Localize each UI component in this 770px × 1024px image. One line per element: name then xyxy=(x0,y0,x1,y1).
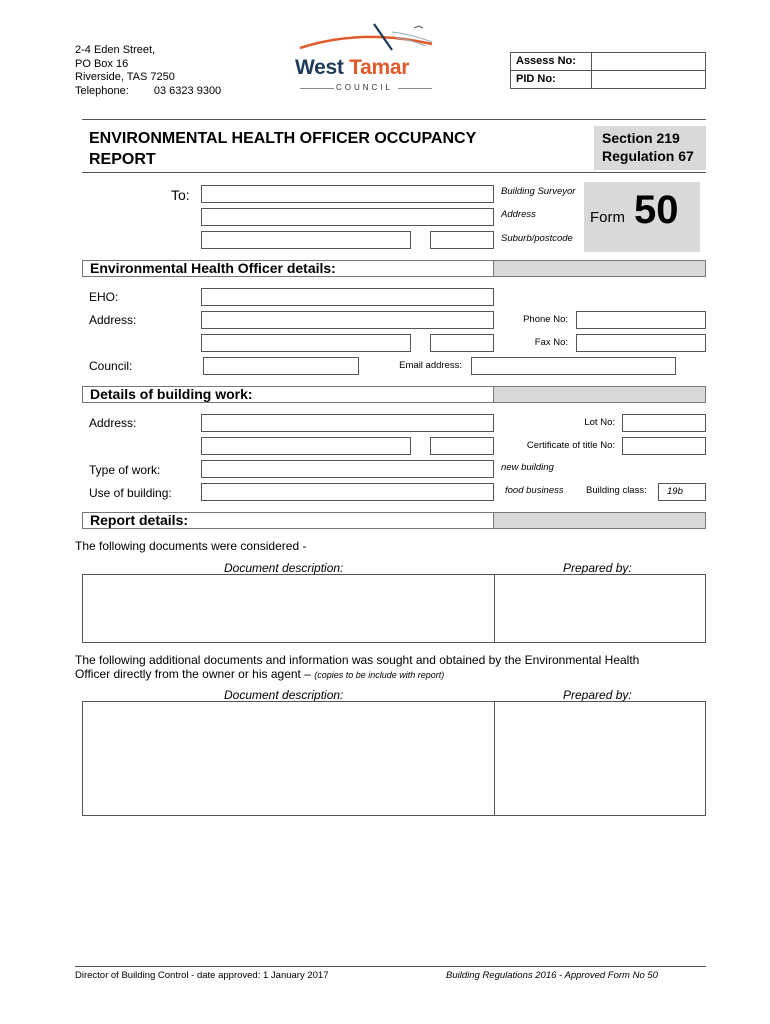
assess-no-label: Assess No: xyxy=(516,55,576,67)
section-number: Section 219 xyxy=(602,130,680,146)
eho-address-label: Address: xyxy=(89,313,137,327)
building-class-field[interactable] xyxy=(658,483,706,501)
logo-council: COUNCIL xyxy=(336,83,394,92)
eho-address-field-2[interactable] xyxy=(201,334,411,352)
council-address-block xyxy=(75,44,221,98)
form-number-badge xyxy=(584,182,700,252)
logo-rule-right xyxy=(398,88,432,89)
building-section-bar xyxy=(82,386,706,403)
to-label: To: xyxy=(171,187,190,203)
to-surveyor-field[interactable] xyxy=(201,185,494,203)
section-badge xyxy=(594,126,706,170)
report-section-heading: Report details: xyxy=(90,512,189,528)
type-of-work-hint: new building xyxy=(501,462,554,473)
footer-right-text: Building Regulations 2016 - Approved Form No 50 xyxy=(446,970,658,981)
doc-description-header: Document description: xyxy=(224,561,344,575)
eho-email-label: Email address: xyxy=(399,360,462,371)
regulation-number: Regulation 67 xyxy=(602,148,694,164)
documents-table[interactable] xyxy=(82,574,706,643)
documents-considered-text: The following documents were considered - xyxy=(75,539,307,553)
eho-phone-field[interactable] xyxy=(576,311,706,329)
eho-council-field[interactable] xyxy=(203,357,359,375)
pid-no-label: PID No: xyxy=(516,73,556,85)
eho-fax-label: Fax No: xyxy=(534,337,568,348)
additional-note: (copies to be include with report) xyxy=(314,670,445,680)
lot-no-field[interactable] xyxy=(622,414,706,432)
telephone-label: Telephone: xyxy=(75,84,129,97)
prepared-by-header: Prepared by: xyxy=(563,561,632,575)
additional-documents-text xyxy=(75,653,715,682)
eho-fax-field[interactable] xyxy=(576,334,706,352)
logo-word-west: West xyxy=(295,56,344,79)
telephone-number: 03 6323 9300 xyxy=(153,84,222,97)
eho-label: EHO: xyxy=(89,290,119,304)
prepared-by-header-2: Prepared by: xyxy=(563,688,632,702)
doc-description-header-2: Document description: xyxy=(224,688,344,702)
additional-line-2: Officer directly from the owner or his agent – xyxy=(75,667,311,681)
address-line-3: Riverside, TAS 7250 xyxy=(75,71,175,83)
type-of-work-field[interactable] xyxy=(201,460,494,478)
to-surveyor-hint: Building Surveyor xyxy=(501,186,576,197)
west-tamar-logo xyxy=(292,20,442,96)
reference-table xyxy=(510,52,706,89)
logo-word-tamar: Tamar xyxy=(349,56,410,79)
report-section-bar xyxy=(82,512,706,529)
to-address-hint: Address xyxy=(501,209,536,220)
title-bottom-rule xyxy=(82,172,706,173)
assess-no-field[interactable] xyxy=(592,53,705,70)
use-of-building-label: Use of building: xyxy=(89,486,172,500)
logo-swoosh-icon xyxy=(292,20,442,60)
page-title xyxy=(89,128,476,170)
page-title-line-1: ENVIRONMENTAL HEALTH OFFICER OCCUPANCY xyxy=(89,130,477,147)
logo-rule-left xyxy=(300,88,334,89)
form-label: Form xyxy=(590,209,625,226)
certificate-title-field[interactable] xyxy=(622,437,706,455)
footer-left-text: Director of Building Control - date approved: 1 January 2017 xyxy=(75,970,329,981)
building-class-value: 19b xyxy=(667,486,683,497)
building-address-label: Address: xyxy=(89,416,137,430)
pid-no-field[interactable] xyxy=(592,71,705,88)
certificate-title-label: Certificate of title No: xyxy=(526,440,615,451)
to-postcode-field[interactable] xyxy=(430,231,494,249)
address-line-2: PO Box 16 xyxy=(75,57,129,70)
title-top-rule xyxy=(82,119,706,120)
building-section-heading: Details of building work: xyxy=(90,386,253,402)
eho-email-field[interactable] xyxy=(471,357,676,375)
use-of-building-hint: food business xyxy=(505,485,564,496)
page-title-line-2: REPORT xyxy=(89,151,156,168)
eho-council-label: Council: xyxy=(89,359,133,373)
to-suburb-hint: Suburb/postcode xyxy=(501,233,573,244)
address-line-1: 2-4 Eden Street, xyxy=(75,44,156,56)
additional-line-2-row xyxy=(75,667,715,682)
type-of-work-label: Type of work: xyxy=(89,463,161,477)
form-number: 50 xyxy=(634,188,679,232)
building-address-field-2[interactable] xyxy=(201,437,411,455)
building-address-field-1[interactable] xyxy=(201,414,494,432)
additional-line-1: The following additional documents and information was sought and obtained by the Environmental Health xyxy=(75,653,640,667)
building-class-label: Building class: xyxy=(586,485,647,496)
use-of-building-field[interactable] xyxy=(201,483,494,501)
additional-documents-table[interactable] xyxy=(82,701,706,816)
to-address-field[interactable] xyxy=(201,208,494,226)
eho-field[interactable] xyxy=(201,288,494,306)
eho-phone-label: Phone No: xyxy=(523,314,568,325)
to-suburb-field[interactable] xyxy=(201,231,411,249)
telephone-row xyxy=(75,85,221,99)
lot-no-label: Lot No: xyxy=(584,417,615,428)
eho-section-heading: Environmental Health Officer details: xyxy=(90,260,336,276)
building-postcode-field[interactable] xyxy=(430,437,494,455)
eho-address-field-1[interactable] xyxy=(201,311,494,329)
eho-section-bar xyxy=(82,260,706,277)
footer-rule xyxy=(75,966,706,967)
